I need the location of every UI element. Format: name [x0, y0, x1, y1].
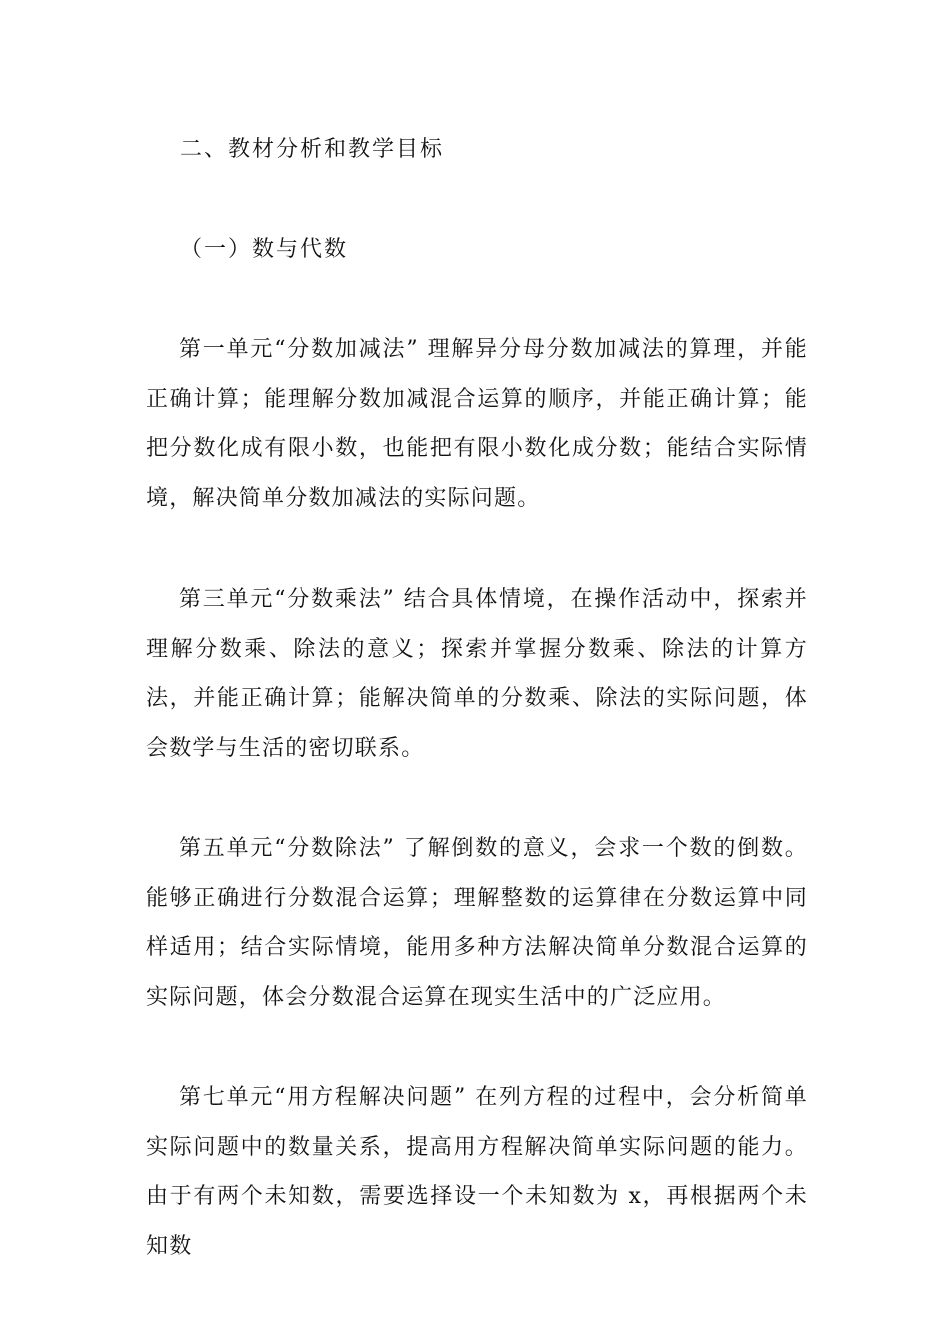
section-heading: 二、教材分析和教学目标: [180, 137, 445, 162]
subsection-heading: （一）数与代数: [180, 237, 349, 262]
paragraph-unit-7: 第七单元“用方程解决问题” 在列方程的过程中，会分析简单实际问题中的数量关系，提高用方程解决简单实际问题的能力。由于有两个未知数，需要选择设一个未知数为 x，再根据两个未知数: [146, 1085, 808, 1259]
paragraph-unit-1: 第一单元“分数加减法” 理解异分母分数加减法的算理，并能正确计算；能理解分数加减混合运算的顺序，并能正确计算；能把分数化成有限小数，也能把有限小数化成分数；能结合实际情境，解决简单分数加减法的实际问题。: [146, 337, 808, 511]
paragraph-unit-5: 第五单元“分数除法” 了解倒数的意义，会求一个数的倒数。能够正确进行分数混合运算；理解整数的运算律在分数运算中同样适用；结合实际情境，能用多种方法解决简单分数混合运算的实际问题，体会分数混合运算在现实生活中的广泛应用。: [146, 836, 808, 1010]
paragraph-unit-3: 第三单元“分数乘法” 结合具体情境，在操作活动中，探索并理解分数乘、除法的意义；探索并掌握分数乘、除法的计算方法，并能正确计算；能解决简单的分数乘、除法的实际问题，体会数学与生活的密切联系。: [146, 587, 808, 761]
